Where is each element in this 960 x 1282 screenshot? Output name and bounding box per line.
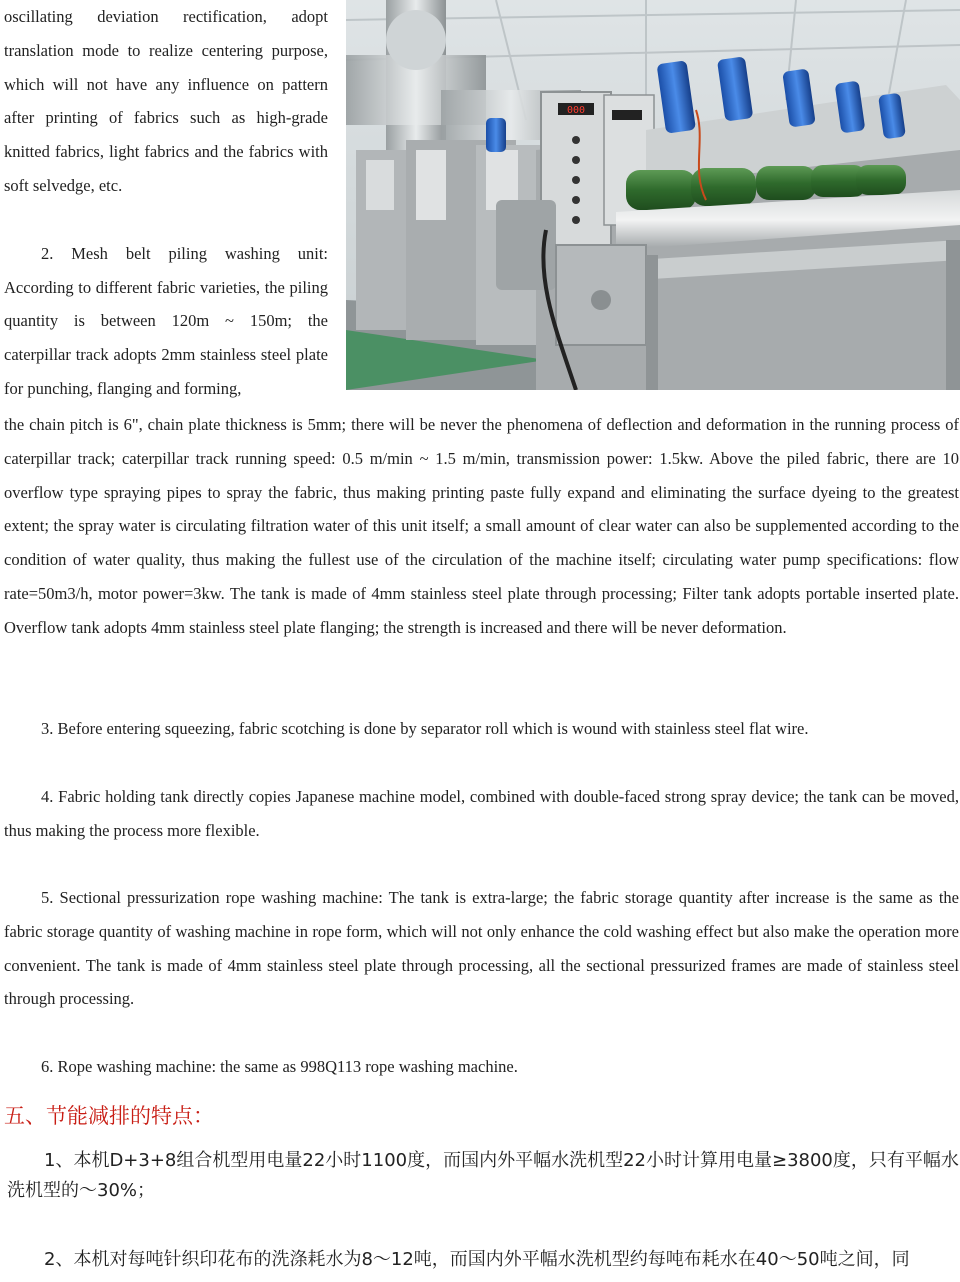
machine-photo: [346, 0, 960, 390]
paragraph-6: [4, 1050, 959, 1084]
intro-column: [4, 0, 328, 406]
paragraph-5-text: 5. Sectional pressurization rope washing machine: The tank is extra-large; the fabric storage quantity after increase is the same as the fabric storage quantity of washing machine in rope form, which will not only enhance the cold washing effect but also make the operation more convenient. The tank is made of 4mm stainless steel plate through processing, all the sectional pressurized frames are made of stainless steel through processing.: [4, 888, 959, 1009]
paragraph-2-continuation: [4, 408, 959, 645]
photo-display-readout: 000: [566, 105, 586, 116]
cn-item-1: 1、本机D+3+8组合机型用电量22小时1100度，而国内外平幅水洗机型22小时计算用电量≥3800度，只有平幅水洗机型的～30%；: [7, 1150, 959, 1201]
paragraph-4: [4, 780, 959, 848]
paragraph-3: [4, 712, 959, 746]
paragraph-6-text: 6. Rope washing machine: the same as 998Q113 rope washing machine.: [41, 1057, 518, 1076]
paragraph-4-text: 4. Fabric holding tank directly copies Japanese machine model, combined with double-faced strong spray device; the tank can be moved, thus making the process more flexible.: [4, 787, 959, 840]
cn-item-2: 2、本机对每吨针织印花布的洗涤耗水为8～12吨，而国内外平幅水洗机型约每吨布耗水在40～50吨之间，同: [44, 1249, 910, 1270]
intro-paragraph-2: 2. Mesh belt piling washing unit: According to different fabric varieties, the piling quantity is between 120m ~ 150m; the caterpillar track adopts 2mm stainless steel plate for punching, flanging and forming,: [4, 243, 328, 398]
intro-paragraph-1: oscillating deviation rectification, adopt translation mode to realize centering purpose, which will not have any influence on pattern after printing of fabrics such as high-grade knitted fabrics, light fabrics and the fabrics with soft selvedge, etc.: [4, 7, 328, 195]
section-heading: 五、节能减排的特点：: [4, 1104, 214, 1128]
paragraph-5: [4, 881, 959, 1016]
paragraph-3-text: 3. Before entering squeezing, fabric scotching is done by separator roll which is wound with stainless steel flat wire.: [41, 719, 809, 738]
paragraph-2-continuation-text: the chain pitch is 6", chain plate thickness is 5mm; there will be never the phenomena of deflection and deformation in the running process of caterpillar track; caterpillar track running speed: 0.5 m/min ~ 1.5 m/min, transmission power: 1.5kw. Above the piled fabric, there are 10 overflow type spraying pipes to spray the fabric, thus making printing paste fully expand and eliminating the surface dyeing to the greatest extent; the spray water is circulating filtration water of this unit itself; a small amount of clear water can also be supplemented according to the condition of water quality, thus making the fullest use of the circulation of the machine itself; circulating water pump specifications: flow rate=50m3/h, motor power=3kw. The tank is made of 4mm stainless steel plate through processing; Filter tank adopts portable inserted plate. Overflow tank adopts 4mm stainless steel plate flanging; the strength is increased and there will be never deformation.: [4, 415, 959, 637]
